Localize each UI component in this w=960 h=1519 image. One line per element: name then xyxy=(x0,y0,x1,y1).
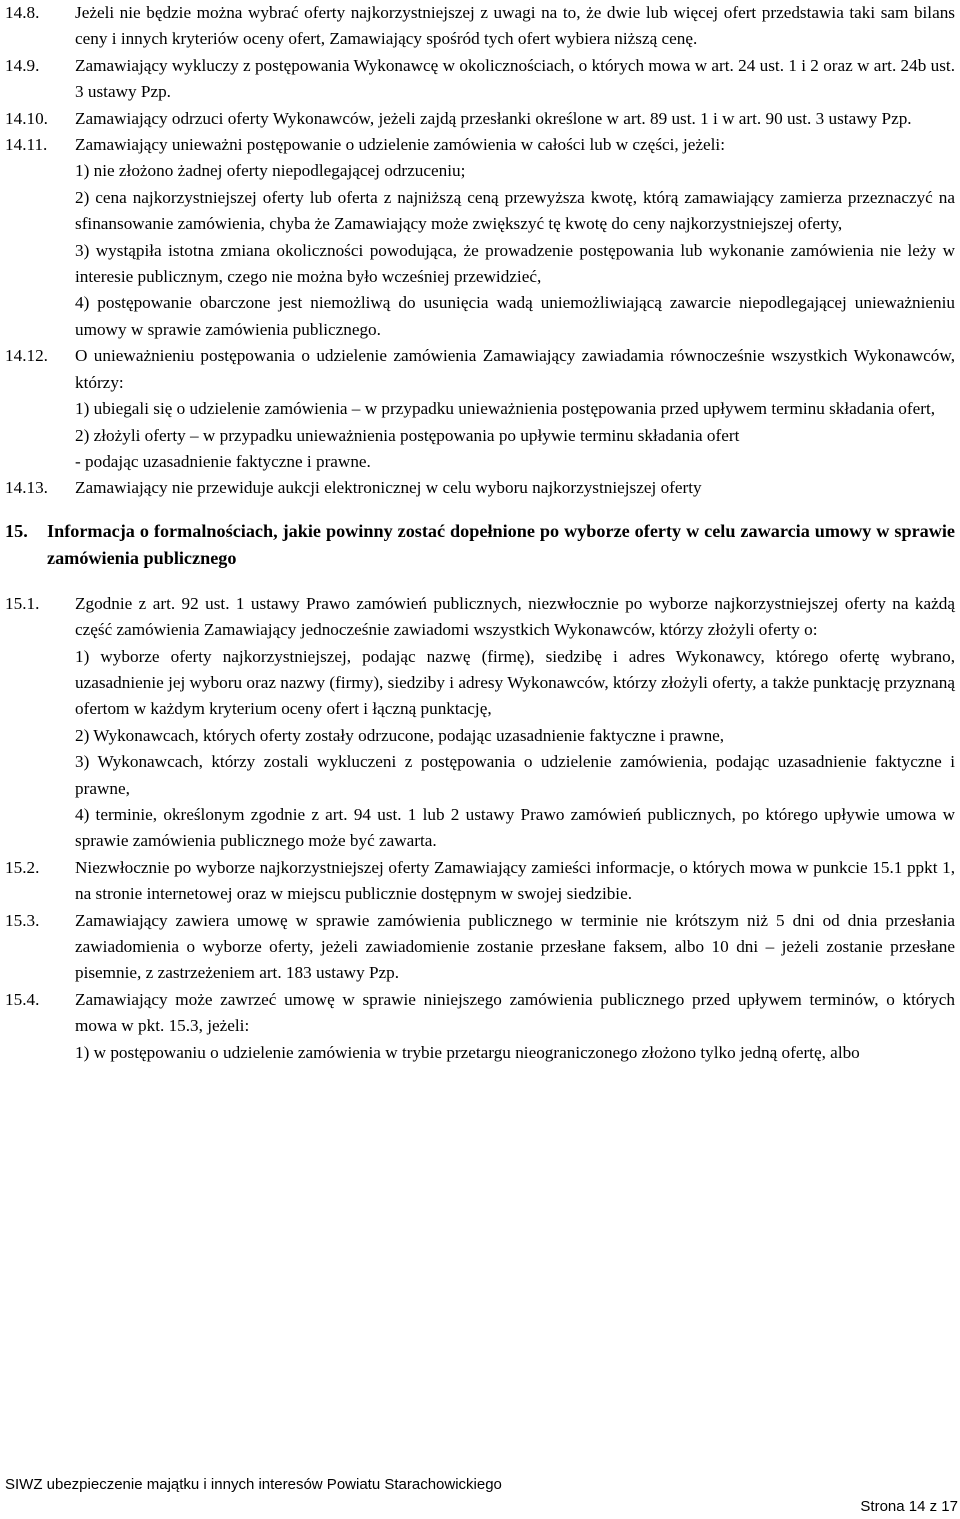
clause-item xyxy=(0,475,960,501)
clause-subpoint: 1) ubiegali się o udzielenie zamówienia – w przypadku unieważnienia postępowania przed upływem terminu składania ofert, xyxy=(75,399,936,419)
clause-text: Zamawiający wykluczy z postępowania Wykonawcę w okolicznościach, o których mowa w art. 24 ust. 1 i 2 oraz w art. 24b ust. 3 ustawy Pzp. xyxy=(75,55,955,102)
clause-number: 14.11. xyxy=(5,135,48,155)
clause-subpoint: 4) postępowanie obarczone jest niemożliwą do usunięcia wadą uniemożliwiającą zawarcie niepodlegającej unieważnieniu umowy w sprawie zamówienia publicznego. xyxy=(75,293,955,339)
clause-number: 15.1. xyxy=(5,593,40,613)
clause-text: Jeżeli nie będzie można wybrać oferty najkorzystniejszej z uwagi na to, że dwie lub więcej ofert przedstawia taki sam bilans ceny i innych kryteriów oceny ofert, Zamawiający spośród tych ofert wybiera niższą cenę. xyxy=(75,3,955,49)
clause-number: 15.3. xyxy=(5,910,40,930)
section-title: Informacja o formalnościach, jakie powinny zostać dopełnione po wyborze oferty w celu zawarcia umowy w sprawie zamówienia publicznego xyxy=(47,520,955,568)
clause-text: Zamawiający może zawrzeć umowę w sprawie niniejszego zamówienia publicznego przed upływem terminów, o których mowa w pkt. 15.3, jeżeli: xyxy=(75,989,955,1036)
clause-text: O unieważnieniu postępowania o udzielenie zamówienia Zamawiający zawiadamia równocześnie wszystkich Wykonawców, którzy: xyxy=(75,346,955,392)
clause-number: 15.2. xyxy=(5,857,40,877)
clause-subpoint: 1) nie złożono żadnej oferty niepodlegającej odrzuceniu; xyxy=(75,161,466,181)
section-heading xyxy=(0,518,960,572)
clause-text: Zgodnie z art. 92 ust. 1 ustawy Prawo zamówień publicznych, niezwłocznie po wyborze najkorzystniejszej oferty na każdą część zamówienia Zamawiający jednocześnie zawiadomi wszystkich Wykonawców, którzy złożyli oferty o: xyxy=(75,593,955,640)
clause-item xyxy=(0,987,960,1066)
clause-subpoint: 2) Wykonawcach, których oferty zostały odrzucone, podając uzasadnienie faktyczne i prawne, xyxy=(75,725,725,745)
clause-number: 14.13. xyxy=(5,478,48,498)
page-number: Strona 14 z 17 xyxy=(860,1498,958,1515)
clause-item xyxy=(0,106,960,132)
clause-number: 14.9. xyxy=(5,55,40,75)
clause-text: Zamawiający unieważni postępowanie o udzielenie zamówienia w całości lub w części, jeżeli: xyxy=(75,135,725,155)
clause-subpoint: 1) wyborze oferty najkorzystniejszej, podając nazwę (firmę), siedzibę i adres Wykonawcy, którego ofertę wybrano, uzasadnienie jej wyboru oraz nazwy (firmy), siedziby i adresy Wykonawców, którzy złożyli oferty, a także punktację przyznaną ofertom w każdym kryterium oceny ofert i łączną punktację, xyxy=(75,646,955,719)
clause-subpoint: 4) terminie, określonym zgodnie z art. 94 ust. 1 lub 2 ustawy Prawo zamówień publicznych, po którego upływie umowa w sprawie zamówienia publicznego może być zawarta. xyxy=(75,804,955,851)
section-number: 15. xyxy=(5,520,28,541)
clause-number: 14.10. xyxy=(5,108,48,128)
clause-subpoint: 3) Wykonawcach, którzy zostali wykluczeni z postępowania o udzielenie zamówienia, podając uzasadnienie faktyczne i prawne, xyxy=(75,752,955,798)
clause-text: Zamawiający zawiera umowę w sprawie zamówienia publicznego w terminie nie krótszym niż 5 dni od dnia przesłania zawiadomienia o wyborze oferty, jeżeli zawiadomienie zostanie przesłane faksem, albo 10 dni – jeżeli zostanie przesłane pisemnie, z zastrzeżeniem art. 183 ustawy Pzp. xyxy=(75,910,955,983)
footer-title: SIWZ ubezpieczenie majątku i innych interesów Powiatu Starachowickiego xyxy=(5,1476,502,1493)
clause-subpoint: 3) wystąpiła istotna zmiana okoliczności powodująca, że prowadzenie postępowania lub wykonanie zamówienia nie leży w interesie publicznym, czego nie można było wcześniej przewidzieć, xyxy=(75,240,955,287)
clause-text: Zamawiający odrzuci oferty Wykonawców, jeżeli zajdą przesłanki określone w art. 89 ust. 1 i w art. 90 ust. 3 ustawy Pzp. xyxy=(75,108,912,128)
clause-item xyxy=(0,132,960,343)
clause-number: 14.12. xyxy=(5,346,48,366)
clause-item xyxy=(0,0,960,53)
clause-item xyxy=(0,908,960,987)
clause-subpoint: - podając uzasadnienie faktyczne i prawne. xyxy=(75,451,371,471)
clause-subpoint: 1) w postępowaniu o udzielenie zamówienia w trybie przetargu nieograniczonego złożono tylko jedną ofertę, albo xyxy=(75,1042,860,1062)
clause-item xyxy=(0,591,960,855)
clause-item xyxy=(0,53,960,106)
clause-subpoint: 2) cena najkorzystniejszej oferty lub oferta z najniższą ceną przewyższa kwotę, którą zamawiający zamierza przeznaczyć na sfinansowanie zamówienia, chyba że Zamawiający może zwiększyć tę kwotę do ceny najkorzystniejszej oferty, xyxy=(75,187,955,234)
clause-item xyxy=(0,343,960,475)
clause-subpoint: 2) złożyli oferty – w przypadku unieważnienia postępowania po upływie terminu składania ofert xyxy=(75,425,740,445)
clause-text: Zamawiający nie przewiduje aukcji elektronicznej w celu wyboru najkorzystniejszej oferty xyxy=(75,478,702,498)
clause-number: 15.4. xyxy=(5,989,40,1009)
clause-number: 14.8. xyxy=(5,3,40,22)
clause-text: Niezwłocznie po wyborze najkorzystniejszej oferty Zamawiający zamieści informacje, o których mowa w punkcie 15.1 ppkt 1, na stronie internetowej oraz w miejscu publicznie dostępnym w swojej siedzibie. xyxy=(75,857,955,904)
clause-item xyxy=(0,855,960,908)
